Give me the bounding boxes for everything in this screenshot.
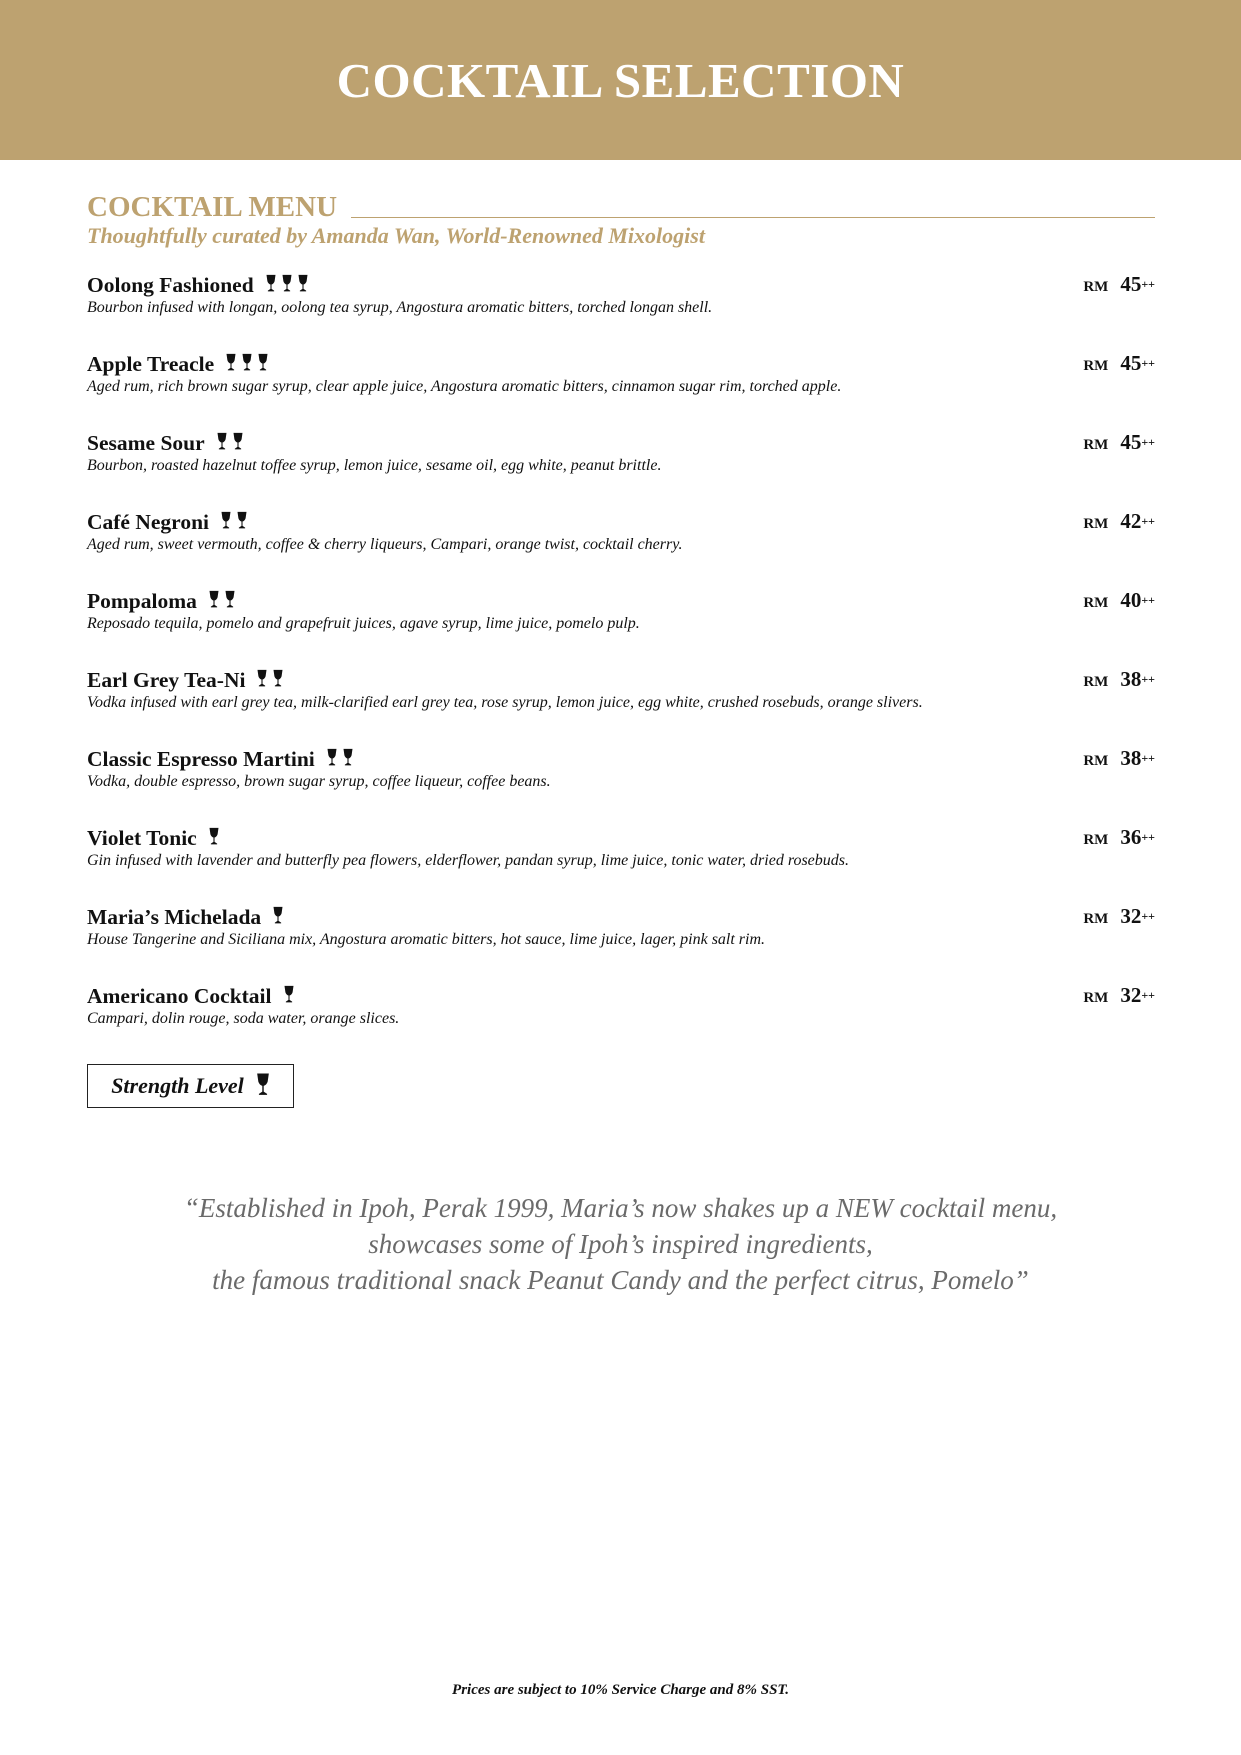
- menu-item: [87, 587, 1155, 666]
- wine-glass-icon: [256, 1072, 270, 1101]
- strength-indicator: [256, 666, 284, 694]
- item-description: Bourbon infused with longan, oolong tea syrup, Angostura aromatic bitters, torched longan shell.: [87, 299, 713, 316]
- item-name: [87, 745, 354, 773]
- price-amount: 32: [1120, 983, 1142, 1007]
- price-amount: 45: [1120, 430, 1142, 454]
- wine-glass-icon: [272, 666, 284, 694]
- section-header: [87, 190, 1155, 250]
- wine-glass-icon: [297, 271, 309, 299]
- price-currency: RM: [1083, 279, 1109, 295]
- price-amount: 45: [1120, 272, 1142, 296]
- price-amount: 36: [1120, 825, 1142, 849]
- price-amount: 32: [1120, 904, 1142, 928]
- item-name-text: Classic Espresso Martini: [87, 747, 315, 771]
- item-name: [87, 666, 284, 694]
- price-amount: 42: [1120, 509, 1142, 533]
- item-name: [87, 350, 269, 378]
- item-name: [87, 587, 236, 615]
- strength-legend: [87, 1064, 294, 1108]
- menu-item: [87, 508, 1155, 587]
- item-name: [87, 982, 295, 1010]
- footer-note: Prices are subject to 10% Service Charge and 8% SST.: [452, 1682, 789, 1698]
- strength-indicator: [283, 982, 295, 1010]
- quote-line: showcases some of Ipoh’s inspired ingredients,: [368, 1229, 873, 1259]
- menu-item: [87, 271, 1155, 350]
- menu-item: [87, 350, 1155, 429]
- item-price: RM 32 ++: [1083, 983, 1155, 1007]
- wine-glass-icon: [283, 982, 295, 1010]
- price-currency: RM: [1083, 437, 1109, 453]
- item-price: RM 42 ++: [1083, 509, 1155, 533]
- wine-glass-icon: [342, 745, 354, 773]
- strength-indicator: [225, 350, 269, 378]
- item-description: Bourbon, roasted hazelnut toffee syrup, lemon juice, sesame oil, egg white, peanut brittle.: [87, 457, 662, 474]
- item-price: RM 45 ++: [1083, 272, 1155, 296]
- strength-indicator: [208, 824, 220, 852]
- wine-glass-icon: [265, 271, 277, 299]
- menu-item: [87, 903, 1155, 982]
- wine-glass-icon: [256, 666, 268, 694]
- strength-indicator: [326, 745, 354, 773]
- wine-glass-icon: [257, 350, 269, 378]
- price-currency: RM: [1083, 990, 1109, 1006]
- item-name-text: Violet Tonic: [87, 826, 197, 850]
- wine-glass-icon: [281, 271, 293, 299]
- item-description: House Tangerine and Siciliana mix, Angostura aromatic bitters, hot sauce, lime juice, lager, pink salt rim.: [87, 931, 766, 948]
- wine-glass-icon: [232, 429, 244, 457]
- wine-glass-icon: [220, 508, 232, 536]
- item-price: RM 32 ++: [1083, 904, 1155, 928]
- wine-glass-icon: [241, 350, 253, 378]
- section-title: COCKTAIL MENU: [87, 191, 338, 223]
- price-currency: RM: [1083, 358, 1109, 374]
- price-currency: RM: [1083, 832, 1109, 848]
- page-title: COCKTAIL SELECTION: [336, 53, 905, 108]
- item-name: [87, 903, 284, 931]
- item-price: RM 38 ++: [1083, 667, 1155, 691]
- item-description: Campari, dolin rouge, soda water, orange slices.: [87, 1010, 400, 1027]
- section-divider: [351, 217, 1155, 218]
- wine-glass-icon: [208, 587, 220, 615]
- price-amount: 45: [1120, 351, 1142, 375]
- strength-indicator: [220, 508, 248, 536]
- price-currency: RM: [1083, 674, 1109, 690]
- strength-indicator: [272, 903, 284, 931]
- item-description: Vodka, double espresso, brown sugar syrup, coffee liqueur, coffee beans.: [87, 773, 551, 790]
- price-amount: 40: [1120, 588, 1142, 612]
- item-description: Aged rum, sweet vermouth, coffee & cherry liqueurs, Campari, orange twist, cocktail cherry.: [87, 536, 683, 553]
- item-name: [87, 508, 248, 536]
- item-description: Gin infused with lavender and butterfly pea flowers, elderflower, pandan syrup, lime juice, tonic water, dried rosebuds.: [87, 852, 849, 869]
- menu-item: [87, 824, 1155, 903]
- item-price: RM 45 ++: [1083, 351, 1155, 375]
- menu-item: [87, 745, 1155, 824]
- item-price: RM 40 ++: [1083, 588, 1155, 612]
- cocktail-list: [87, 271, 1155, 1061]
- wine-glass-icon: [216, 429, 228, 457]
- quote-line: the famous traditional snack Peanut Candy and the perfect citrus, Pomelo”: [212, 1265, 1029, 1295]
- item-description: Vodka infused with earl grey tea, milk-clarified earl grey tea, rose syrup, lemon juice, egg white, crushed rosebuds, orange slivers.: [87, 694, 923, 711]
- item-description: Reposado tequila, pomelo and grapefruit juices, agave syrup, lime juice, pomelo pulp.: [87, 615, 640, 632]
- quote-block: [0, 1190, 1241, 1298]
- wine-glass-icon: [208, 824, 220, 852]
- item-name-text: Oolong Fashioned: [87, 273, 254, 297]
- item-name-text: Earl Grey Tea-Ni: [87, 668, 246, 692]
- menu-item: [87, 982, 1155, 1061]
- price-currency: RM: [1083, 753, 1109, 769]
- price-currency: RM: [1083, 516, 1109, 532]
- strength-indicator: [208, 587, 236, 615]
- item-name-text: Maria’s Michelada: [87, 905, 262, 929]
- item-price: RM 36 ++: [1083, 825, 1155, 849]
- strength-indicator: [216, 429, 244, 457]
- item-name-text: Apple Treacle: [87, 352, 215, 376]
- strength-legend-label: Strength Level: [111, 1073, 244, 1098]
- strength-indicator: [265, 271, 309, 299]
- price-currency: RM: [1083, 595, 1109, 611]
- item-name: [87, 271, 309, 299]
- wine-glass-icon: [236, 508, 248, 536]
- section-subtitle: Thoughtfully curated by Amanda Wan, World-Renowned Mixologist: [87, 223, 705, 248]
- price-amount: 38: [1120, 667, 1142, 691]
- item-name-text: Pompaloma: [87, 589, 197, 613]
- item-name: [87, 429, 244, 457]
- item-name: [87, 824, 220, 852]
- item-name-text: Americano Cocktail: [87, 984, 272, 1008]
- menu-item: [87, 429, 1155, 508]
- item-description: Aged rum, rich brown sugar syrup, clear apple juice, Angostura aromatic bitters, cinnamon sugar rim, torched apple.: [87, 378, 842, 395]
- wine-glass-icon: [272, 903, 284, 931]
- menu-item: [87, 666, 1155, 745]
- price-currency: RM: [1083, 911, 1109, 927]
- item-name-text: Café Negroni: [87, 510, 210, 534]
- quote-line: “Established in Ipoh, Perak 1999, Maria’s now shakes up a NEW cocktail menu,: [183, 1193, 1058, 1223]
- wine-glass-icon: [225, 350, 237, 378]
- item-price: RM 38 ++: [1083, 746, 1155, 770]
- price-amount: 38: [1120, 746, 1142, 770]
- header-banner: [0, 0, 1241, 160]
- wine-glass-icon: [224, 587, 236, 615]
- item-price: RM 45 ++: [1083, 430, 1155, 454]
- item-name-text: Sesame Sour: [87, 431, 205, 455]
- wine-glass-icon: [326, 745, 338, 773]
